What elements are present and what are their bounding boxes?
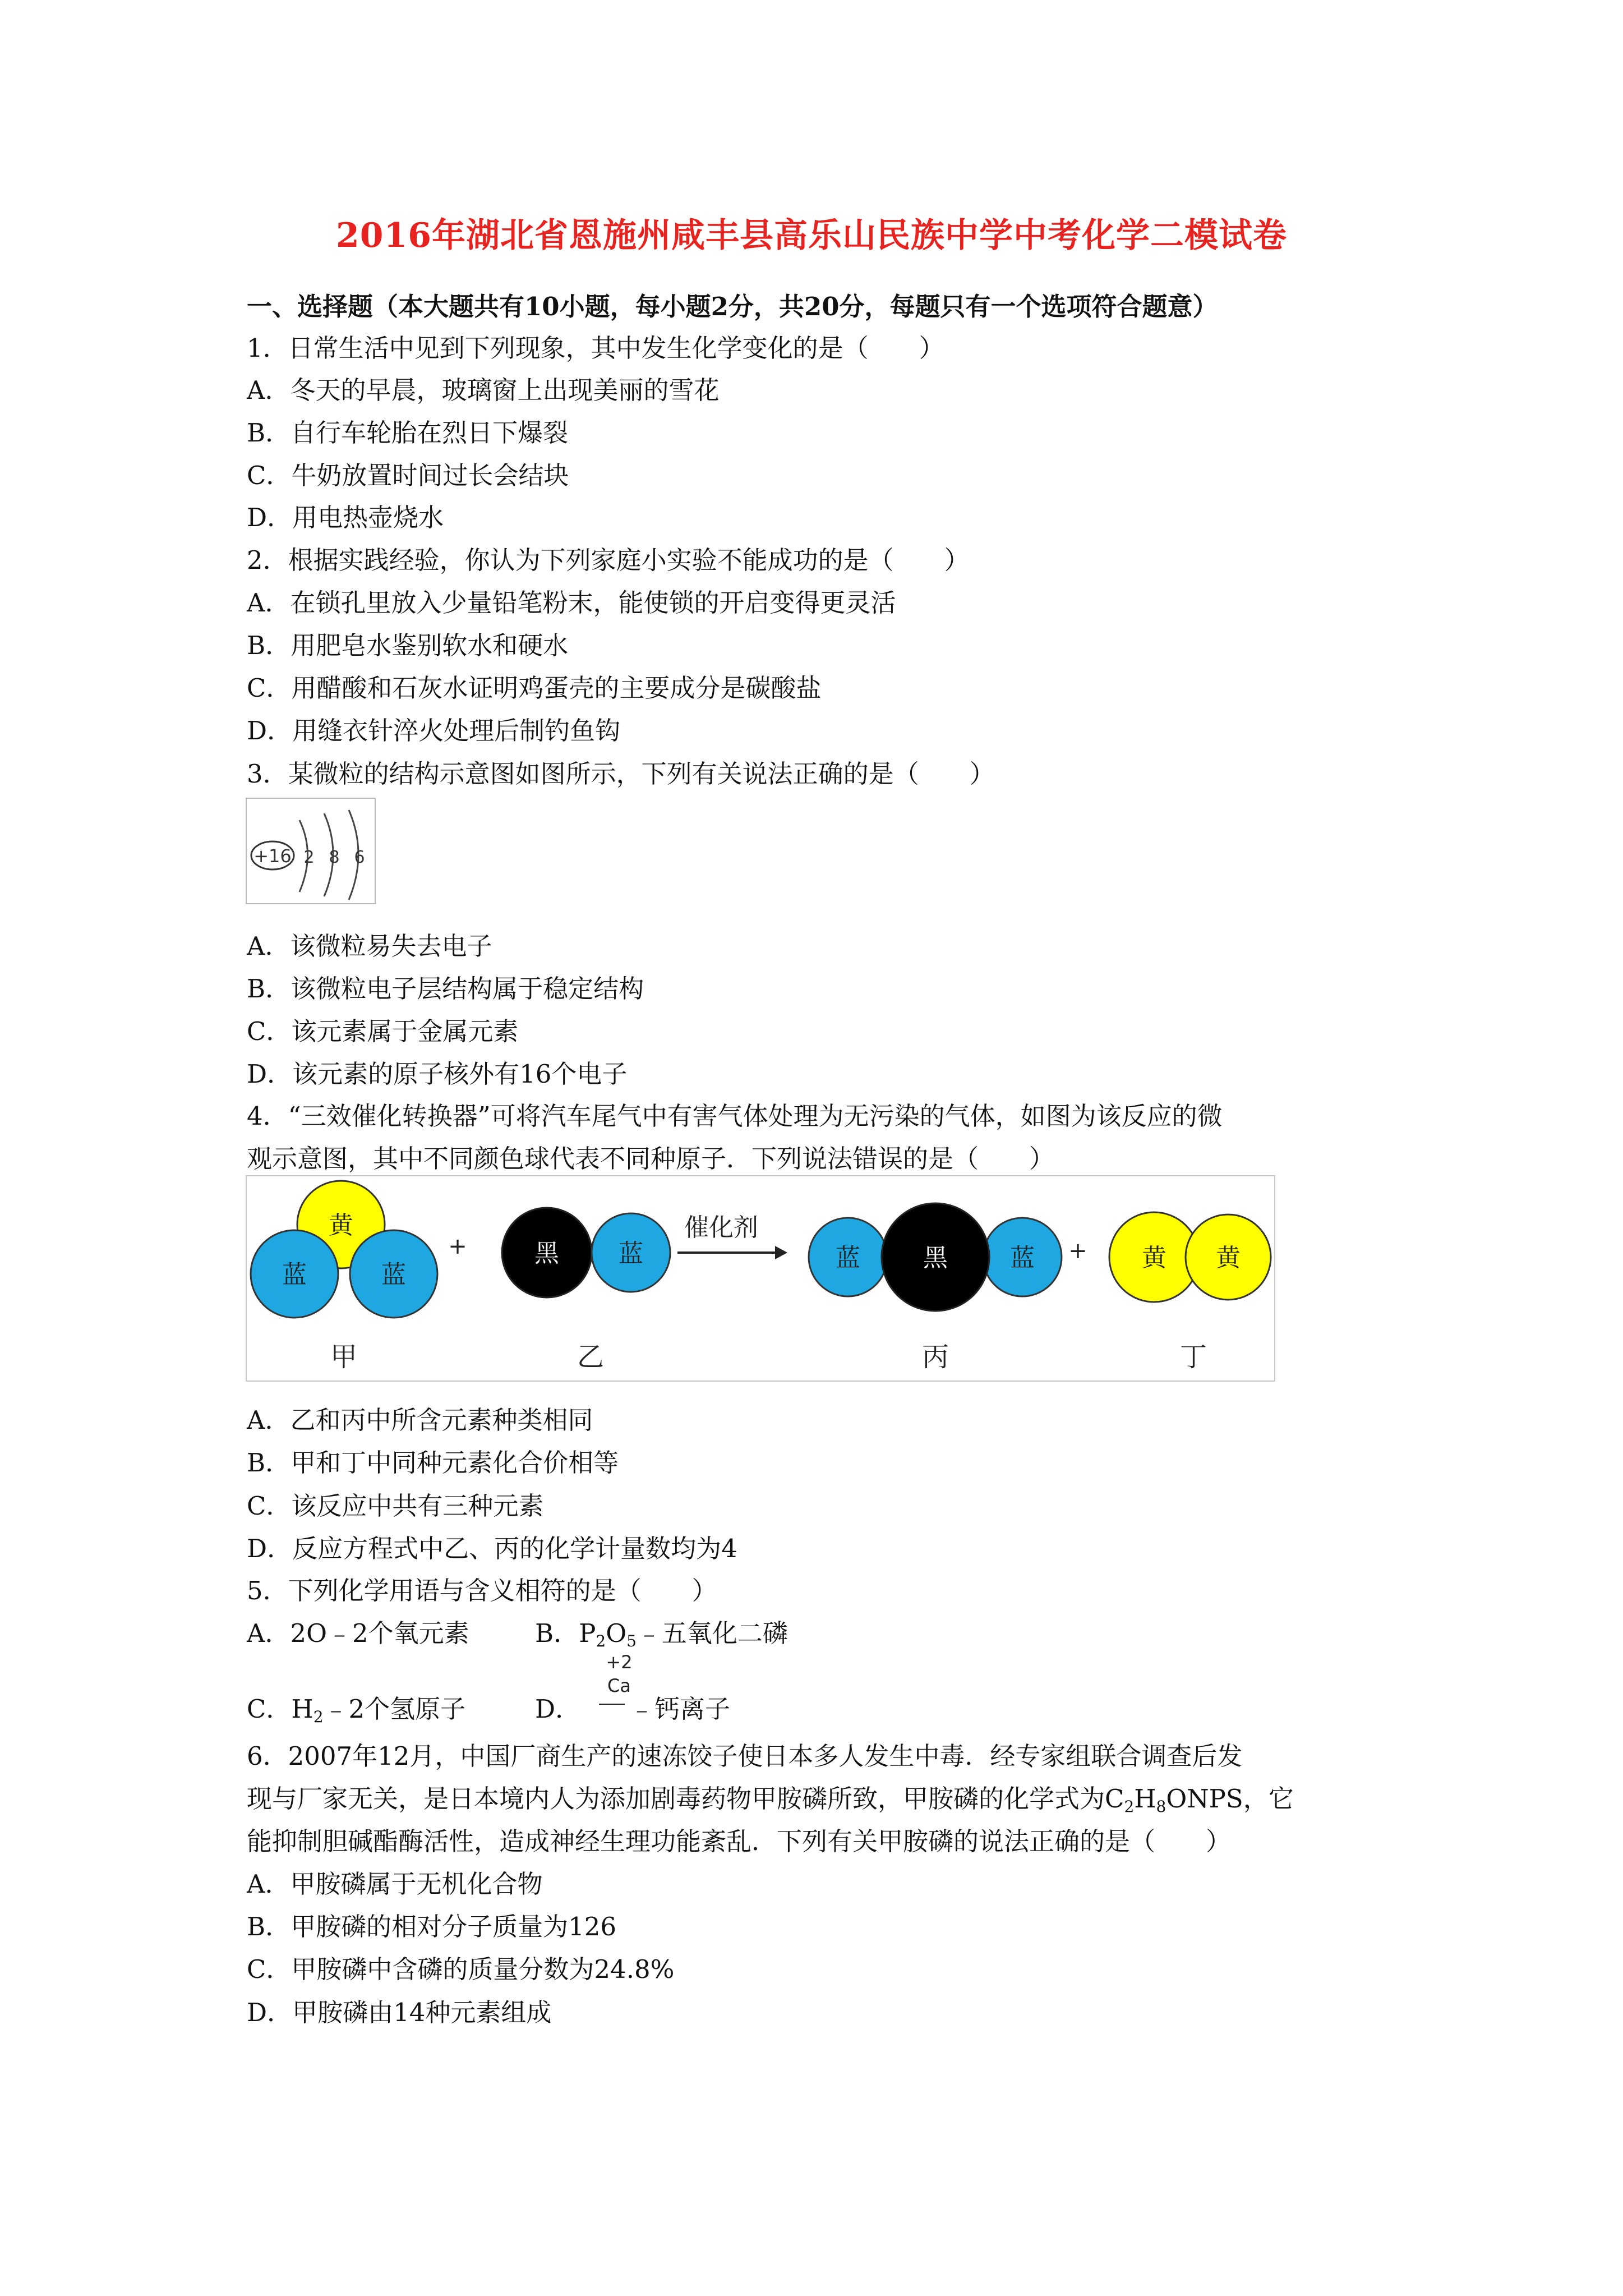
q5-option-a: A．2O﹣2个氧元素: [247, 1618, 469, 1648]
shell-1-electrons: 2: [303, 848, 315, 867]
q3-option-d: D．该元素的原子核外有16个电子: [247, 1059, 628, 1089]
molecule-yi-black-label: 黑: [534, 1239, 559, 1268]
q1-stem: 1．日常生活中见到下列现象，其中发生化学变化的是（ ）: [247, 333, 944, 363]
molecule-ding-yellow-label-1: 黄: [1142, 1244, 1166, 1272]
q5-option-c-suffix: ﹣2个氢原子: [323, 1694, 466, 1724]
molecule-jia-yellow-label: 黄: [329, 1211, 353, 1240]
q4-option-c: C．该反应中共有三种元素: [247, 1491, 544, 1521]
q6-line3: 能抑制胆碱酯酶活性，造成神经生理功能紊乱．下列有关甲胺磷的说法正确的是（ ）: [247, 1826, 1232, 1856]
nucleus-charge: +16: [253, 845, 292, 867]
shell-2-electrons: 8: [329, 848, 340, 867]
q5-option-b: [535, 1618, 788, 1650]
q1-option-c: C．牛奶放置时间过长会结块: [247, 461, 569, 490]
q6-line2-suffix: ONPS，它: [1166, 1784, 1294, 1814]
q5-option-b-suffix: ﹣五氧化二磷: [636, 1618, 788, 1648]
label-bing: 丙: [921, 1341, 949, 1373]
q6-line2-sub1: 2: [1124, 1797, 1135, 1816]
q3-option-a: A．该微粒易失去电子: [247, 931, 492, 961]
plus-sign-1: +: [448, 1234, 467, 1259]
molecule-bing-blue-label-2: 蓝: [1010, 1244, 1035, 1272]
molecule-yi-blue-label: 蓝: [619, 1239, 643, 1268]
q2-option-d: D．用缝衣针淬火处理后制钓鱼钩: [247, 716, 621, 746]
molecule-ding-yellow-label-2: 黄: [1216, 1244, 1241, 1272]
q4-stem-line1: 4．“三效催化转换器”可将汽车尾气中有害气体处理为无污染的气体，如图为该反应的微: [247, 1101, 1223, 1131]
molecule-jia-blue-label-2: 蓝: [381, 1260, 406, 1289]
q5-option-c-sub: 2: [313, 1708, 324, 1726]
q5-option-b-sub1: 2: [596, 1632, 606, 1650]
q3-option-c: C．该元素属于金属元素: [247, 1016, 519, 1046]
q2-stem: 2．根据实践经验，你认为下列家庭小实验不能成功的是（ ）: [247, 545, 970, 575]
q5-option-c-prefix: C．H: [247, 1694, 313, 1724]
label-jia: 甲: [330, 1341, 358, 1373]
q2-option-b: B．用肥皂水鉴别软水和硬水: [247, 631, 569, 660]
reaction-diagram: [246, 1175, 1275, 1382]
q3-option-b: B．该微粒电子层结构属于稳定结构: [247, 974, 644, 1004]
q4-option-b: B．甲和丁中同种元素化合价相等: [247, 1448, 619, 1478]
q6-option-c: C．甲胺磷中含磷的质量分数为24.8%: [247, 1954, 675, 1984]
q2-option-c: C．用醋酸和石灰水证明鸡蛋壳的主要成分是碳酸盐: [247, 673, 822, 703]
molecule-bing-black-label: 黑: [923, 1244, 948, 1272]
q2-option-a: A．在锁孔里放入少量铅笔粉末，能使锁的开启变得更灵活: [247, 588, 896, 618]
q5-option-d-prefix: D．: [535, 1694, 581, 1724]
q6-line2-sub2: 8: [1156, 1797, 1166, 1816]
label-ding: 丁: [1179, 1341, 1207, 1373]
molecule-jia-blue-label-1: 蓝: [282, 1260, 307, 1289]
q5-option-b-sub2: 5: [626, 1632, 637, 1650]
q4-stem-line2: 观示意图，其中不同颜色球代表不同种原子．下列说法错误的是（ ）: [247, 1144, 1055, 1174]
q6-line2-mid: H: [1134, 1784, 1156, 1814]
q1-option-a: A．冬天的早晨，玻璃窗上出现美丽的雪花: [247, 375, 720, 405]
calcium-charge: +2: [606, 1651, 633, 1673]
q1-option-b: B．自行车轮胎在烈日下爆裂: [247, 418, 569, 448]
q6-option-b: B．甲胺磷的相对分子质量为126: [247, 1912, 616, 1941]
catalyst-label: 催化剂: [684, 1213, 758, 1242]
q1-option-d: D．用电热壶烧水: [247, 503, 444, 532]
label-yi: 乙: [577, 1341, 605, 1373]
q5-option-d-suffix: ﹣钙离子: [629, 1694, 731, 1724]
q6-line2-prefix: 现与厂家无关，是日本境内人为添加剧毒药物甲胺磷所致，甲胺磷的化学式为C: [247, 1784, 1124, 1814]
q6-line1: 6．2007年12月，中国厂商生产的速冻饺子使日本多人发生中毒．经专家组联合调查后发: [247, 1741, 1243, 1771]
q3-stem: 3．某微粒的结构示意图如图所示，下列有关说法正确的是（ ）: [247, 759, 995, 789]
q6-line2: [247, 1784, 1294, 1816]
plus-sign-2: +: [1068, 1238, 1087, 1264]
section-heading: 一、选择题（本大题共有10小题，每小题2分，共20分，每题只有一个选项符合题意）: [247, 292, 1218, 321]
shell-3-electrons: 6: [354, 848, 365, 867]
calcium-symbol: Ca: [607, 1675, 631, 1696]
q5-option-b-prefix: B．P: [535, 1618, 596, 1648]
atom-structure-diagram: [246, 798, 376, 904]
q5-stem: 5．下列化学用语与含义相符的是（ ）: [247, 1576, 717, 1605]
q5-option-b-mid: O: [606, 1618, 627, 1648]
q6-option-d: D．甲胺磷由14种元素组成: [247, 1998, 552, 2027]
exam-title: 2016年湖北省恩施州咸丰县高乐山民族中学中考化学二模试卷: [336, 216, 1287, 255]
q4-option-a: A．乙和丙中所含元素种类相同: [247, 1405, 593, 1435]
molecule-bing-blue-label-1: 蓝: [836, 1244, 860, 1272]
q6-option-a: A．甲胺磷属于无机化合物: [247, 1869, 543, 1899]
q4-option-d: D．反应方程式中乙、丙的化学计量数均为4: [247, 1534, 737, 1563]
q5-option-c: [247, 1694, 466, 1726]
